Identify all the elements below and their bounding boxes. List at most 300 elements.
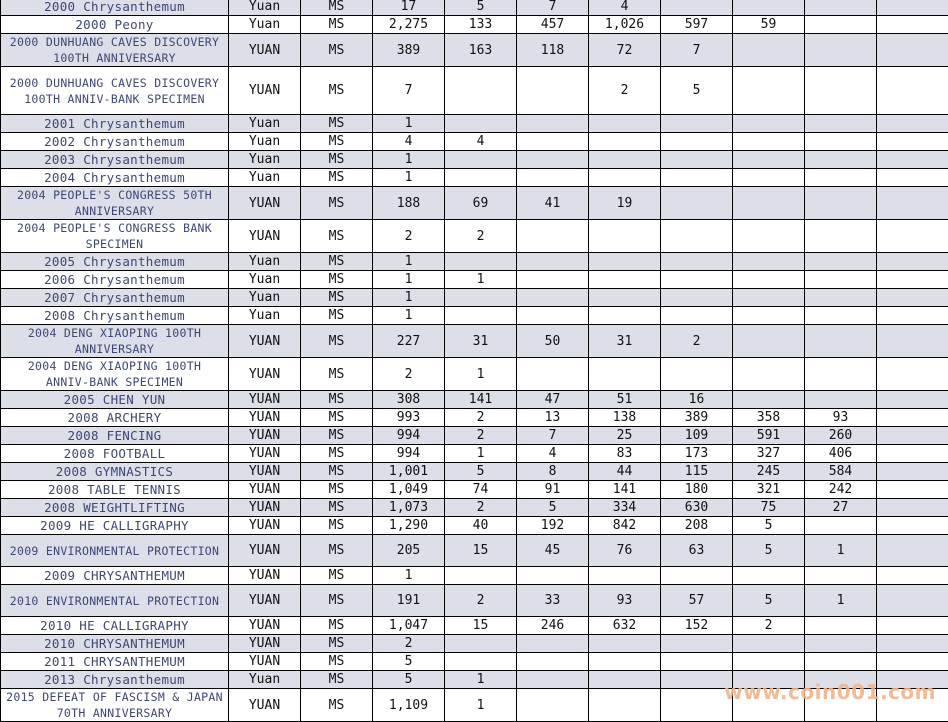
- cell-c7: [805, 325, 877, 358]
- cell-c1: 7: [373, 67, 445, 115]
- cell-c5: [661, 253, 733, 271]
- cell-c1: 1,290: [373, 517, 445, 535]
- cell-unit: Yuan: [229, 115, 301, 133]
- cell-unit: YUAN: [229, 517, 301, 535]
- cell-issue-name: 2002 Chrysanthemum: [1, 133, 229, 151]
- cell-c3: 45: [517, 535, 589, 567]
- cell-type: MS: [301, 133, 373, 151]
- cell-c2: 31: [445, 325, 517, 358]
- cell-c3: [517, 635, 589, 653]
- table-row: [1, 585, 948, 617]
- cell-issue-name: 2001 Chrysanthemum: [1, 115, 229, 133]
- cell-c6: [733, 307, 805, 325]
- cell-type: MS: [301, 445, 373, 463]
- cell-c4: [589, 689, 661, 722]
- cell-c1: 389: [373, 34, 445, 67]
- cell-c7: [805, 271, 877, 289]
- cell-type: MS: [301, 271, 373, 289]
- cell-c7: [805, 34, 877, 67]
- table-row: [1, 115, 948, 133]
- cell-issue-name: 2005 CHEN YUN: [1, 391, 229, 409]
- cell-c7: [805, 653, 877, 671]
- cell-c5: [661, 307, 733, 325]
- cell-issue-name: 2008 WEIGHTLIFTING: [1, 499, 229, 517]
- cell-c8: [877, 133, 948, 151]
- cell-issue-name: 2008 Chrysanthemum: [1, 307, 229, 325]
- cell-c4: [589, 671, 661, 689]
- cell-c5: [661, 689, 733, 722]
- cell-type: MS: [301, 253, 373, 271]
- cell-issue-name: 2010 ENVIRONMENTAL PROTECTION: [1, 585, 229, 617]
- cell-c2: 2: [445, 585, 517, 617]
- cell-c6: [733, 169, 805, 187]
- table-row: [1, 151, 948, 169]
- cell-c1: 1,047: [373, 617, 445, 635]
- cell-c5: 5: [661, 67, 733, 115]
- cell-type: MS: [301, 517, 373, 535]
- cell-c8: [877, 567, 948, 585]
- cell-type: MS: [301, 535, 373, 567]
- cell-issue-name: 2010 CHRYSANTHEMUM: [1, 635, 229, 653]
- cell-c3: 7: [517, 427, 589, 445]
- cell-type: MS: [301, 653, 373, 671]
- table-row: [1, 445, 948, 463]
- cell-c4: [589, 307, 661, 325]
- cell-c3: 8: [517, 463, 589, 481]
- cell-type: MS: [301, 325, 373, 358]
- cell-c4: [589, 151, 661, 169]
- cell-c4: [589, 289, 661, 307]
- cell-c3: 47: [517, 391, 589, 409]
- cell-c6: [733, 115, 805, 133]
- cell-issue-name: 2004 DENG XIAOPING 100TH ANNIVERSARY: [1, 325, 229, 358]
- cell-issue-name: 2000 Chrysanthemum: [1, 0, 229, 16]
- cell-c3: [517, 271, 589, 289]
- cell-c8: [877, 358, 948, 391]
- cell-unit: YUAN: [229, 391, 301, 409]
- cell-type: MS: [301, 671, 373, 689]
- cell-issue-name: 2000 DUNHUANG CAVES DISCOVERY 100TH ANNIV-BANK SPECIMEN: [1, 67, 229, 115]
- cell-c4: 19: [589, 187, 661, 220]
- cell-issue-name: 2000 DUNHUANG CAVES DISCOVERY 100TH ANNIVERSARY: [1, 34, 229, 67]
- cell-issue-name: 2008 ARCHERY: [1, 409, 229, 427]
- cell-c6: [733, 220, 805, 253]
- cell-c1: 1,073: [373, 499, 445, 517]
- cell-issue-name: 2009 CHRYSANTHEMUM: [1, 567, 229, 585]
- cell-c6: 5: [733, 535, 805, 567]
- cell-c2: 2: [445, 427, 517, 445]
- cell-c6: [733, 67, 805, 115]
- cell-c3: [517, 358, 589, 391]
- cell-unit: YUAN: [229, 325, 301, 358]
- cell-c4: [589, 169, 661, 187]
- cell-type: MS: [301, 169, 373, 187]
- cell-c7: [805, 67, 877, 115]
- cell-c7: [805, 253, 877, 271]
- cell-unit: YUAN: [229, 585, 301, 617]
- cell-c5: 208: [661, 517, 733, 535]
- cell-c1: 1: [373, 567, 445, 585]
- cell-c4: [589, 567, 661, 585]
- cell-c8: [877, 151, 948, 169]
- cell-c8: [877, 535, 948, 567]
- cell-c2: 15: [445, 617, 517, 635]
- table-row: [1, 409, 948, 427]
- cell-c3: 246: [517, 617, 589, 635]
- cell-c6: 321: [733, 481, 805, 499]
- cell-c3: 5: [517, 499, 589, 517]
- cell-c2: 1: [445, 358, 517, 391]
- cell-type: MS: [301, 220, 373, 253]
- cell-c3: [517, 253, 589, 271]
- cell-c2: 40: [445, 517, 517, 535]
- cell-c8: [877, 169, 948, 187]
- table-row: [1, 220, 948, 253]
- cell-c1: 1: [373, 289, 445, 307]
- cell-c4: [589, 253, 661, 271]
- cell-c2: 4: [445, 133, 517, 151]
- cell-c6: 2: [733, 617, 805, 635]
- cell-unit: Yuan: [229, 133, 301, 151]
- cell-c5: 16: [661, 391, 733, 409]
- cell-c3: [517, 133, 589, 151]
- cell-c4: 76: [589, 535, 661, 567]
- table-row: [1, 567, 948, 585]
- cell-c4: 2: [589, 67, 661, 115]
- cell-type: MS: [301, 391, 373, 409]
- cell-c6: [733, 133, 805, 151]
- cell-issue-name: 2015 DEFEAT OF FASCISM & JAPAN 70TH ANNIVERSARY: [1, 689, 229, 722]
- cell-c8: [877, 617, 948, 635]
- cell-issue-name: 2004 DENG XIAOPING 100TH ANNIV-BANK SPECIMEN: [1, 358, 229, 391]
- cell-unit: Yuan: [229, 16, 301, 34]
- cell-c5: 115: [661, 463, 733, 481]
- cell-c4: 842: [589, 517, 661, 535]
- cell-c8: [877, 653, 948, 671]
- cell-unit: YUAN: [229, 67, 301, 115]
- cell-c8: [877, 187, 948, 220]
- cell-c6: [733, 151, 805, 169]
- cell-unit: YUAN: [229, 653, 301, 671]
- cell-c7: [805, 567, 877, 585]
- cell-c1: 1,109: [373, 689, 445, 722]
- cell-c4: 44: [589, 463, 661, 481]
- cell-c3: 33: [517, 585, 589, 617]
- cell-c2: 1: [445, 445, 517, 463]
- cell-type: MS: [301, 289, 373, 307]
- cell-c7: [805, 151, 877, 169]
- cell-c2: [445, 635, 517, 653]
- cell-c5: [661, 133, 733, 151]
- table-row: [1, 16, 948, 34]
- cell-c7: 406: [805, 445, 877, 463]
- cell-unit: YUAN: [229, 689, 301, 722]
- table-row: [1, 67, 948, 115]
- cell-c1: 17: [373, 0, 445, 16]
- cell-unit: YUAN: [229, 220, 301, 253]
- cell-c4: 25: [589, 427, 661, 445]
- cell-c2: 2: [445, 499, 517, 517]
- cell-c1: 994: [373, 445, 445, 463]
- cell-c4: [589, 220, 661, 253]
- cell-c5: [661, 0, 733, 16]
- cell-c4: 4: [589, 0, 661, 16]
- cell-c7: [805, 187, 877, 220]
- cell-c5: 597: [661, 16, 733, 34]
- cell-c3: [517, 169, 589, 187]
- cell-c5: [661, 567, 733, 585]
- cell-c1: 1: [373, 253, 445, 271]
- cell-unit: YUAN: [229, 463, 301, 481]
- cell-type: MS: [301, 689, 373, 722]
- cell-issue-name: 2000 Peony: [1, 16, 229, 34]
- cell-c7: [805, 358, 877, 391]
- cell-c3: 41: [517, 187, 589, 220]
- cell-c2: [445, 307, 517, 325]
- cell-c4: 31: [589, 325, 661, 358]
- cell-c2: [445, 169, 517, 187]
- cell-unit: YUAN: [229, 445, 301, 463]
- cell-type: MS: [301, 481, 373, 499]
- cell-c7: [805, 289, 877, 307]
- cell-c6: 358: [733, 409, 805, 427]
- cell-c3: 457: [517, 16, 589, 34]
- cell-unit: YUAN: [229, 567, 301, 585]
- cell-c6: [733, 289, 805, 307]
- cell-c7: [805, 617, 877, 635]
- cell-c6: [733, 391, 805, 409]
- cell-c2: [445, 567, 517, 585]
- cell-c5: [661, 169, 733, 187]
- cell-c3: [517, 67, 589, 115]
- cell-c7: [805, 391, 877, 409]
- cell-c6: 5: [733, 585, 805, 617]
- cell-c4: 141: [589, 481, 661, 499]
- cell-c8: [877, 271, 948, 289]
- cell-c1: 205: [373, 535, 445, 567]
- table-row: [1, 653, 948, 671]
- cell-type: MS: [301, 187, 373, 220]
- cell-c8: [877, 0, 948, 16]
- cell-unit: YUAN: [229, 409, 301, 427]
- cell-c2: 2: [445, 220, 517, 253]
- cell-c3: [517, 689, 589, 722]
- cell-c8: [877, 517, 948, 535]
- table-row: [1, 635, 948, 653]
- cell-c5: [661, 151, 733, 169]
- cell-c7: [805, 0, 877, 16]
- cell-c6: 59: [733, 16, 805, 34]
- cell-type: MS: [301, 463, 373, 481]
- table-row: [1, 325, 948, 358]
- cell-c8: [877, 409, 948, 427]
- cell-issue-name: 2007 Chrysanthemum: [1, 289, 229, 307]
- cell-unit: YUAN: [229, 481, 301, 499]
- table-row: [1, 391, 948, 409]
- cell-c7: [805, 169, 877, 187]
- table-row: [1, 535, 948, 567]
- cell-c2: [445, 653, 517, 671]
- cell-c8: [877, 34, 948, 67]
- cell-c4: 334: [589, 499, 661, 517]
- cell-c5: 7: [661, 34, 733, 67]
- cell-unit: Yuan: [229, 169, 301, 187]
- cell-type: MS: [301, 585, 373, 617]
- table-row: [1, 481, 948, 499]
- cell-c7: 584: [805, 463, 877, 481]
- cell-c3: 118: [517, 34, 589, 67]
- cell-c1: 4: [373, 133, 445, 151]
- cell-c7: 1: [805, 535, 877, 567]
- table-row: [1, 187, 948, 220]
- cell-c7: [805, 133, 877, 151]
- cell-c5: 180: [661, 481, 733, 499]
- cell-c5: [661, 271, 733, 289]
- cell-c3: [517, 307, 589, 325]
- cell-c3: [517, 151, 589, 169]
- cell-c8: [877, 445, 948, 463]
- cell-c2: 5: [445, 463, 517, 481]
- cell-c2: [445, 151, 517, 169]
- cell-c1: 2: [373, 358, 445, 391]
- table-row: [1, 0, 948, 16]
- cell-unit: YUAN: [229, 535, 301, 567]
- cell-issue-name: 2004 Chrysanthemum: [1, 169, 229, 187]
- cell-c7: [805, 635, 877, 653]
- cell-c8: [877, 253, 948, 271]
- cell-c5: 109: [661, 427, 733, 445]
- cell-c1: 5: [373, 653, 445, 671]
- cell-type: MS: [301, 358, 373, 391]
- table-body: [1, 0, 948, 722]
- cell-type: MS: [301, 151, 373, 169]
- cell-c4: 138: [589, 409, 661, 427]
- table-row: [1, 169, 948, 187]
- cell-c4: [589, 653, 661, 671]
- cell-c4: [589, 271, 661, 289]
- cell-c3: [517, 653, 589, 671]
- cell-c7: 242: [805, 481, 877, 499]
- cell-c3: 4: [517, 445, 589, 463]
- cell-unit: Yuan: [229, 0, 301, 16]
- cell-type: MS: [301, 307, 373, 325]
- cell-c2: 1: [445, 671, 517, 689]
- cell-unit: YUAN: [229, 427, 301, 445]
- cell-c8: [877, 391, 948, 409]
- cell-c1: 1,001: [373, 463, 445, 481]
- cell-c8: [877, 427, 948, 445]
- cell-issue-name: 2008 FOOTBALL: [1, 445, 229, 463]
- cell-c6: [733, 253, 805, 271]
- cell-c1: 191: [373, 585, 445, 617]
- cell-c2: 141: [445, 391, 517, 409]
- cell-c4: [589, 635, 661, 653]
- cell-c3: 91: [517, 481, 589, 499]
- cell-c6: [733, 567, 805, 585]
- cell-c7: [805, 220, 877, 253]
- cell-c8: [877, 325, 948, 358]
- cell-c8: [877, 499, 948, 517]
- table-row: [1, 427, 948, 445]
- cell-issue-name: 2004 PEOPLE'S CONGRESS 50TH ANNIVERSARY: [1, 187, 229, 220]
- cell-c8: [877, 289, 948, 307]
- cell-c1: 1: [373, 271, 445, 289]
- cell-unit: Yuan: [229, 271, 301, 289]
- cell-c1: 993: [373, 409, 445, 427]
- cell-c1: 188: [373, 187, 445, 220]
- cell-c1: 2: [373, 635, 445, 653]
- cell-c6: 75: [733, 499, 805, 517]
- cell-issue-name: 2004 PEOPLE'S CONGRESS BANK SPECIMEN: [1, 220, 229, 253]
- cell-c3: [517, 671, 589, 689]
- cell-unit: Yuan: [229, 289, 301, 307]
- cell-c6: [733, 34, 805, 67]
- cell-type: MS: [301, 635, 373, 653]
- cell-c4: [589, 115, 661, 133]
- cell-c6: 5: [733, 517, 805, 535]
- cell-c8: [877, 585, 948, 617]
- cell-c3: 7: [517, 0, 589, 16]
- cell-c2: 74: [445, 481, 517, 499]
- cell-c7: [805, 16, 877, 34]
- cell-c1: 2: [373, 220, 445, 253]
- cell-issue-name: 2011 CHRYSANTHEMUM: [1, 653, 229, 671]
- cell-c6: 245: [733, 463, 805, 481]
- cell-c2: 15: [445, 535, 517, 567]
- cell-c3: [517, 567, 589, 585]
- cell-issue-name: 2005 Chrysanthemum: [1, 253, 229, 271]
- cell-c5: [661, 289, 733, 307]
- cell-issue-name: 2009 HE CALLIGRAPHY: [1, 517, 229, 535]
- table-row: [1, 133, 948, 151]
- cell-c5: [661, 358, 733, 391]
- cell-c2: [445, 289, 517, 307]
- cell-c2: 1: [445, 689, 517, 722]
- cell-c4: [589, 133, 661, 151]
- cell-c4: 72: [589, 34, 661, 67]
- cell-c2: 69: [445, 187, 517, 220]
- cell-c5: [661, 635, 733, 653]
- cell-c6: [733, 0, 805, 16]
- cell-c8: [877, 16, 948, 34]
- cell-unit: YUAN: [229, 635, 301, 653]
- cell-c2: 163: [445, 34, 517, 67]
- cell-c3: 50: [517, 325, 589, 358]
- cell-c8: [877, 481, 948, 499]
- cell-c4: 83: [589, 445, 661, 463]
- cell-c3: 13: [517, 409, 589, 427]
- cell-c2: 133: [445, 16, 517, 34]
- cell-c2: [445, 253, 517, 271]
- table-row: [1, 463, 948, 481]
- cell-type: MS: [301, 499, 373, 517]
- cell-c2: 2: [445, 409, 517, 427]
- cell-c3: 192: [517, 517, 589, 535]
- cell-issue-name: 2013 Chrysanthemum: [1, 671, 229, 689]
- cell-type: MS: [301, 16, 373, 34]
- cell-c6: [733, 653, 805, 671]
- cell-c5: 152: [661, 617, 733, 635]
- cell-c7: 27: [805, 499, 877, 517]
- cell-c7: 1: [805, 585, 877, 617]
- cell-c5: [661, 187, 733, 220]
- cell-type: MS: [301, 409, 373, 427]
- cell-issue-name: 2010 HE CALLIGRAPHY: [1, 617, 229, 635]
- table-row: [1, 617, 948, 635]
- cell-c5: 389: [661, 409, 733, 427]
- cell-c1: 1: [373, 115, 445, 133]
- cell-type: MS: [301, 567, 373, 585]
